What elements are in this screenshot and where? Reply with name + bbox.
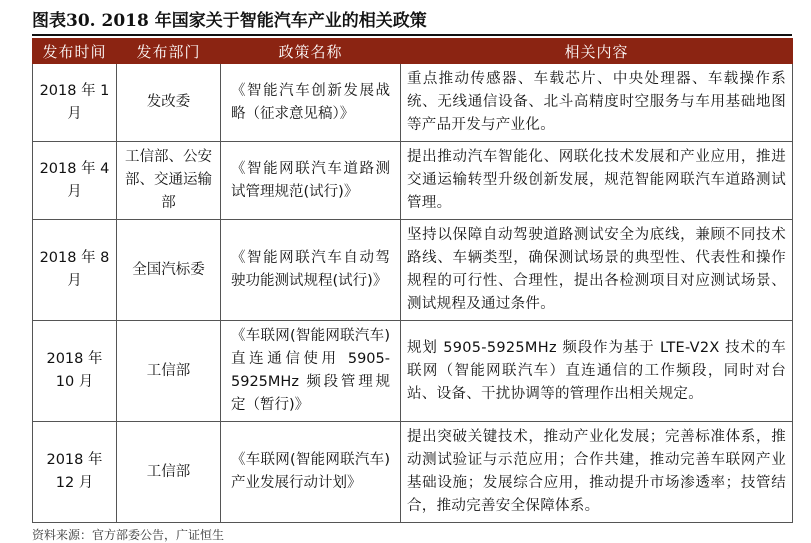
policy-table [32,38,793,523]
cell-dept: 工信部 [117,321,221,422]
cell-dept: 全国汽标委 [117,220,221,321]
source-note: 资料来源：官方部委公告，广证恒生 [32,528,225,542]
cell-content: 提出突破关键技术，推动产业化发展；完善标准体系，推动测试验证与示范应用；合作共建，推动完善车联网产业基础设施；发展综合应用，推动提升市场渗透率；技管结合，推动完善安全保障体系。 [401,422,793,523]
figure-title: 图表30. 2018 年国家关于智能汽车产业的相关政策 [32,11,427,31]
cell-policy-name: 《智能网联汽车自动驾驶功能测试规程(试行)》 [221,220,401,321]
cell-time: 2018 年 8 月 [33,220,117,321]
header-dept: 发布部门 [117,39,221,64]
cell-dept: 发改委 [117,64,221,142]
cell-policy-name: 《智能汽车创新发展战略（征求意见稿）》 [221,64,401,142]
cell-dept: 工信部、公安部、交通运输部 [117,142,221,220]
cell-time: 2018 年 12 月 [33,422,117,523]
cell-content: 提出推动汽车智能化、网联化技术发展和产业应用，推进交通运输转型升级创新发展，规范智能网联汽车道路测试管理。 [401,142,793,220]
header-time: 发布时间 [33,39,117,64]
table-row [33,220,793,321]
table-row [33,422,793,523]
cell-time: 2018 年 10 月 [33,321,117,422]
table-row [33,321,793,422]
top-rule [32,34,792,36]
cell-content: 坚持以保障自动驾驶道路测试安全为底线，兼顾不同技术路线、车辆类型，确保测试场景的典型性、代表性和操作规程的可行性、合理性，提出各检测项目对应测试场景、测试规程及通过条件。 [401,220,793,321]
cell-dept: 工信部 [117,422,221,523]
cell-time: 2018 年 4 月 [33,142,117,220]
cell-content: 规划 5905-5925MHz 频段作为基于 LTE-V2X 技术的车联网（智能网联汽车）直连通信的工作频段，同时对台站、设备、干扰协调等的管理作出相关规定。 [401,321,793,422]
cell-policy-name: 《车联网(智能网联汽车) 产业发展行动计划》 [221,422,401,523]
header-row [33,39,793,64]
table-row [33,142,793,220]
table-row [33,64,793,142]
cell-time: 2018 年 1 月 [33,64,117,142]
header-name: 政策名称 [221,39,401,64]
cell-policy-name: 《车联网(智能网联汽车) 直连通信使用 5905-5925MHz 频段管理规定（暂行)》 [221,321,401,422]
cell-content: 重点推动传感器、车载芯片、中央处理器、车载操作系统、无线通信设备、北斗高精度时空服务与车用基础地图等产品开发与产业化。 [401,64,793,142]
header-desc: 相关内容 [401,39,793,64]
cell-policy-name: 《智能网联汽车道路测试管理规范(试行)》 [221,142,401,220]
